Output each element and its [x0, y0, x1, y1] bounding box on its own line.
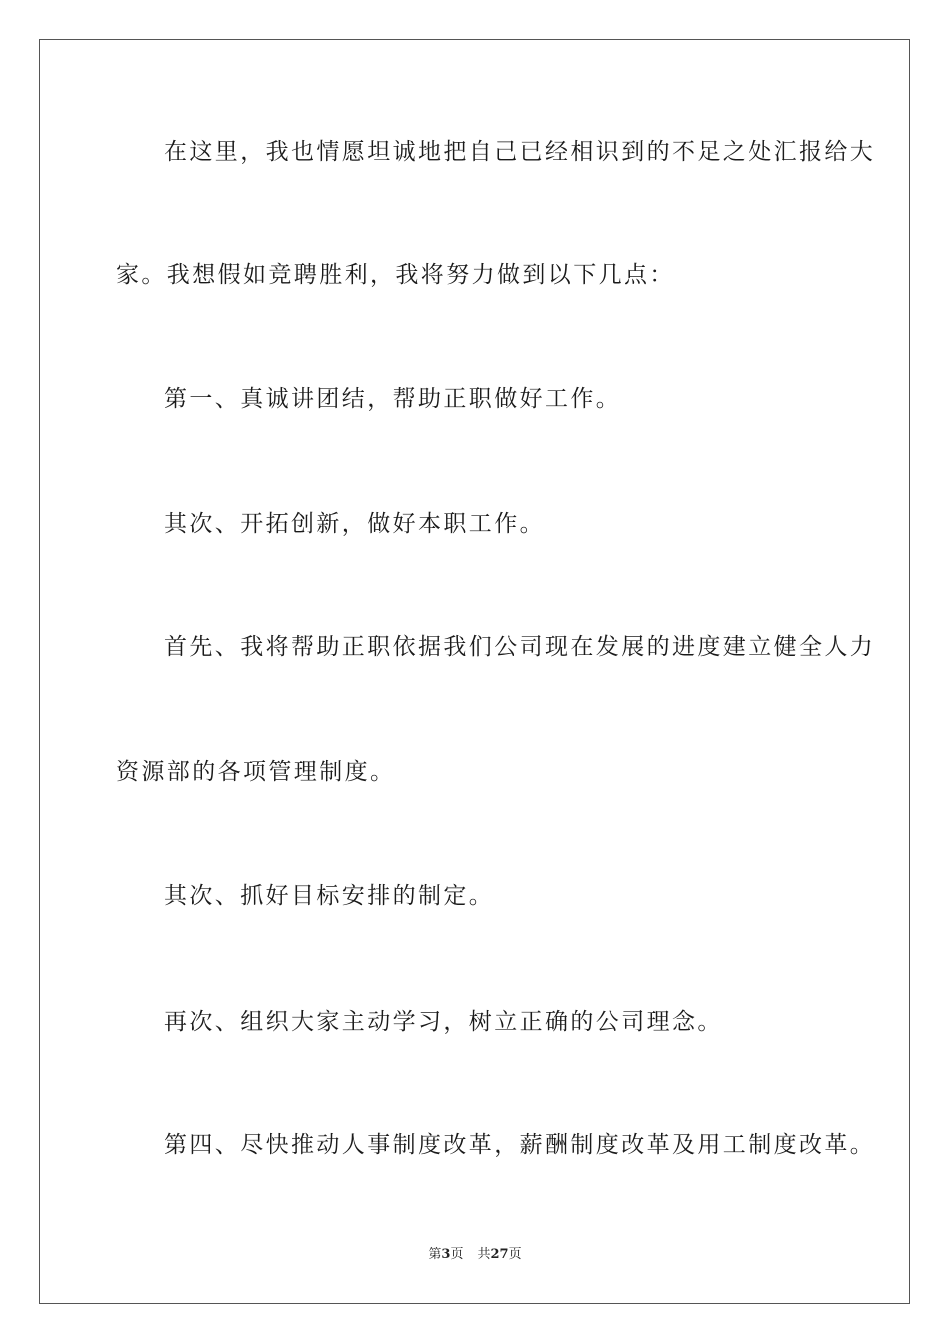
text-line: 第四、尽快推动人事制度改革，薪酬制度改革及用工制度改革。 [164, 1132, 876, 1158]
text-line: 其次、抓好目标安排的制定。 [164, 883, 495, 909]
text-line: 其次、开拓创新，做好本职工作。 [164, 511, 545, 537]
text-line: 第一、真诚讲团结，帮助正职做好工作。 [164, 386, 622, 412]
text-line: 在这里，我也情愿坦诚地把自己已经相识到的不足之处汇报给大 [164, 139, 876, 165]
text-line: 首先、我将帮助正职依据我们公司现在发展的进度建立健全人力 [164, 634, 876, 660]
text-line: 家。我想假如竞聘胜利，我将努力做到以下几点： [116, 262, 675, 288]
total-suffix: 页 [508, 1247, 522, 1262]
total-prefix: 共 [477, 1247, 491, 1262]
page-number-footer [0, 1246, 950, 1264]
page-border [39, 39, 910, 1304]
text-line: 再次、组织大家主动学习，树立正确的公司理念。 [164, 1009, 723, 1035]
text-line: 资源部的各项管理制度。 [116, 759, 396, 785]
total-page-number: 27 [490, 1247, 509, 1262]
page-suffix: 页 [450, 1247, 464, 1262]
current-page-number: 3 [441, 1247, 451, 1262]
page-prefix: 第 [428, 1247, 442, 1262]
